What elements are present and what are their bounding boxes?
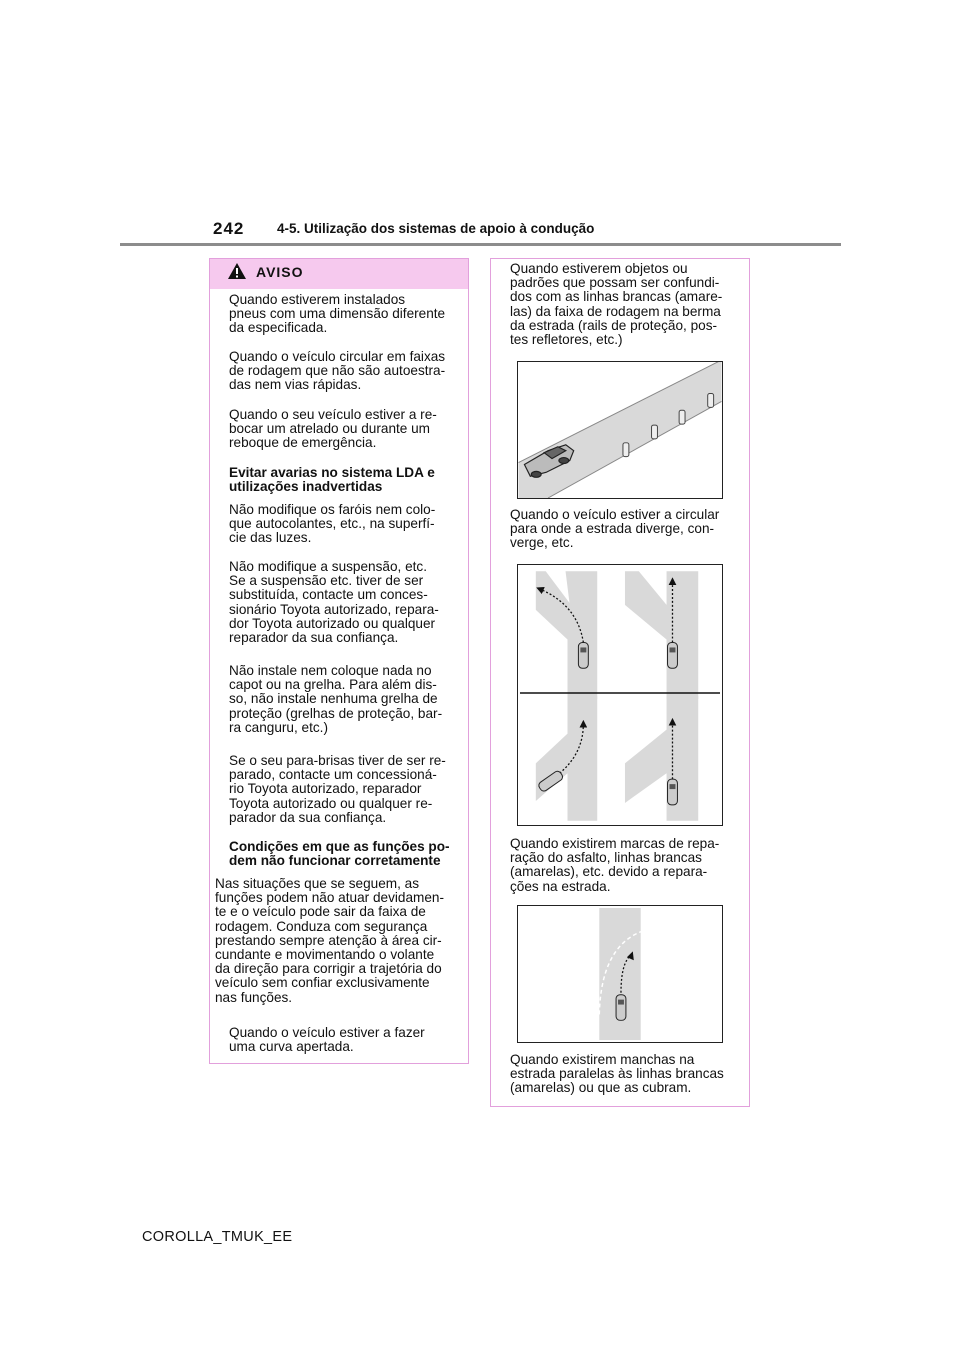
header-rule <box>120 243 841 246</box>
warning-paragraph: Quando o seu veículo estiver a re- bocar um atrelado ou durante um reboque de emergência. <box>229 407 437 451</box>
warning-subheading: Condições em que as funções po- dem não funcionar corretamente <box>229 839 450 869</box>
warning-paragraph: Não modifique a suspensão, etc. Se a suspensão etc. tiver de ser substituída, contacte um conces- sionário Toyota autorizado, repara- dor Toyota autorizado ou qualquer reparador da sua confiança. <box>229 559 439 646</box>
warning-paragraph: Quando estiverem objetos ou padrões que possam ser confundi- dos com as linhas brancas (amare- las) da faixa de rodagem na berma da estrada (rails de proteção, pos- tes refletores, etc.) <box>510 261 723 348</box>
warning-paragraph: Nas situações que se seguem, as funções podem não atuar devidamen- te e o veículo pode sair da faixa de rodagem. Conduza com segurança prestando sempre atenção à área cir- cundante e movimentando o volante da direção para corrigir a trajetória do veículo sem confiar exclusivamente nas funções. <box>215 876 444 1005</box>
warning-subheading: Evitar avarias no sistema LDA e utilizações inadvertidas <box>229 465 435 495</box>
warning-paragraph: Quando existirem manchas na estrada paralelas às linhas brancas (amarelas) ou que as cubram. <box>510 1052 724 1096</box>
diverging-road-illustration <box>517 564 723 826</box>
warning-paragraph: Quando o veículo estiver a fazer uma curva apertada. <box>229 1025 425 1055</box>
guardrail-posts-illustration <box>517 361 723 499</box>
warning-paragraph: Quando o veículo circular em faixas de rodagem que não são autoestra- das nem vias rápidas. <box>229 349 446 393</box>
warning-paragraph: Se o seu para-brisas tiver de ser re- parado, contacte um concessioná- rio Toyota autorizado, reparador Toyota autorizado ou qualquer re- parador da sua confiança. <box>229 753 446 825</box>
warning-paragraph: Quando estiverem instalados pneus com uma dimensão diferente da especificada. <box>229 292 446 336</box>
warning-header <box>210 259 468 289</box>
warning-paragraph: Não modifique os faróis nem colo- que autocolantes, etc., na superfí- cie das luzes. <box>229 502 436 546</box>
warning-paragraph: Não instale nem coloque nada no capot ou na grelha. Para além dis- so, não instale nenhuma grelha de proteção (grelhas de proteção, bar- ra canguru, etc.) <box>229 663 443 735</box>
section-title: 4-5. Utilização dos sistemas de apoio à condução <box>277 221 595 236</box>
page-number: 242 <box>213 219 245 238</box>
warning-paragraph: Quando o veículo estiver a circular para onde a estrada diverge, con- verge, etc. <box>510 507 720 551</box>
asphalt-repair-illustration <box>517 905 723 1043</box>
warning-paragraph: Quando existirem marcas de repa- ração do asfalto, linhas brancas (amarelas), etc. devido a repara- ções na estrada. <box>510 836 720 894</box>
document-code: COROLLA_TMUK_EE <box>142 1229 293 1245</box>
warning-triangle-icon <box>227 262 247 280</box>
warning-title: AVISO <box>256 264 304 280</box>
